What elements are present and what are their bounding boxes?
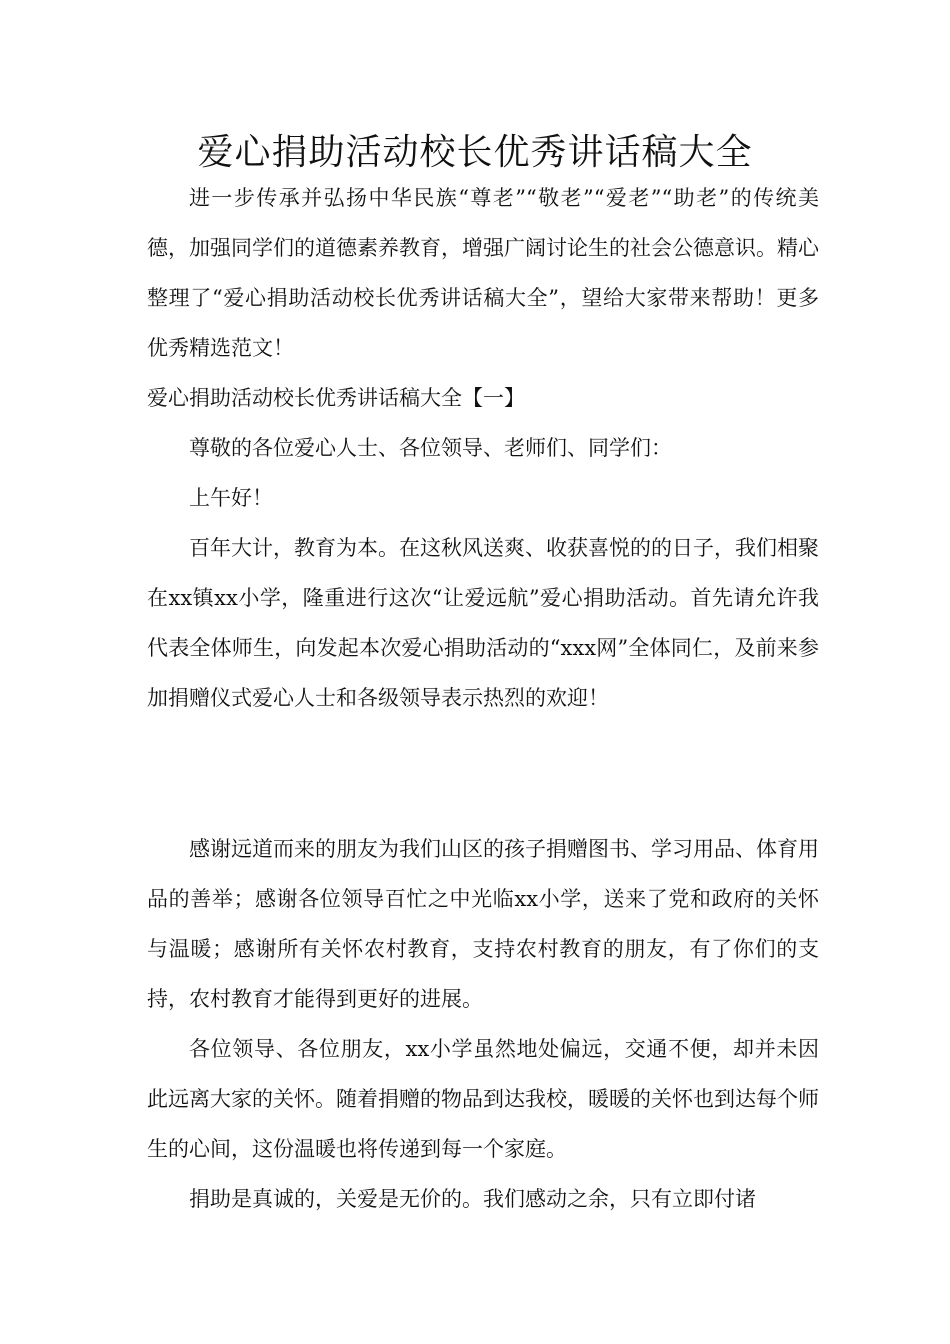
intro-paragraph: 进一步传承并弘扬中华民族“尊老”“敬老”“爱老”“助老”的传统美德，加强同学们的道德素养教育，增强广阔讨论生的社会公德意识。精心整理了“爱心捐助活动校长优秀讲话稿大全”，望给大家带来帮助！更多优秀精选范文！ [147,186,819,360]
body-paragraph: 百年大计，教育为本。在这秋风送爽、收获喜悦的的日子，我们相聚在xx镇xx小学，隆重进行这次“让爱远航”爱心捐助活动。首先请允许我代表全体师生，向发起本次爱心捐助活动的“xxx网”全体同仁，及前来参加捐赠仪式爱心人士和各级领导表示热烈的欢迎！ [147,536,819,710]
body-paragraph: 感谢远道而来的朋友为我们山区的孩子捐赠图书、学习用品、体育用品的善举；感谢各位领导百忙之中光临xx小学，送来了党和政府的关怀与温暖；感谢所有关怀农村教育，支持农村教育的朋友，有了你们的支持，农村教育才能得到更好的进展。 [147,837,819,1011]
document-body-lower [147,824,819,1224]
greeting: 上午好！ [189,486,273,510]
body-paragraph: 捐助是真诚的，关爱是无价的。我们感动之余，只有立即付诸 [189,1187,756,1211]
salutation: 尊敬的各位爱心人士、各位领导、老师们、同学们： [189,436,672,460]
document-body-upper [147,173,819,723]
body-paragraph: 各位领导、各位朋友，xx小学虽然地处偏远，交通不便，却并未因此远离大家的关怀。随着捐赠的物品到达我校，暖暖的关怀也到达每个师生的心间，这份温暖也将传递到每一个家庭。 [147,1037,819,1161]
section-heading: 爱心捐助活动校长优秀讲话稿大全【一】 [147,386,525,410]
document-title: 爱心捐助活动校长优秀讲话稿大全 [197,132,753,173]
